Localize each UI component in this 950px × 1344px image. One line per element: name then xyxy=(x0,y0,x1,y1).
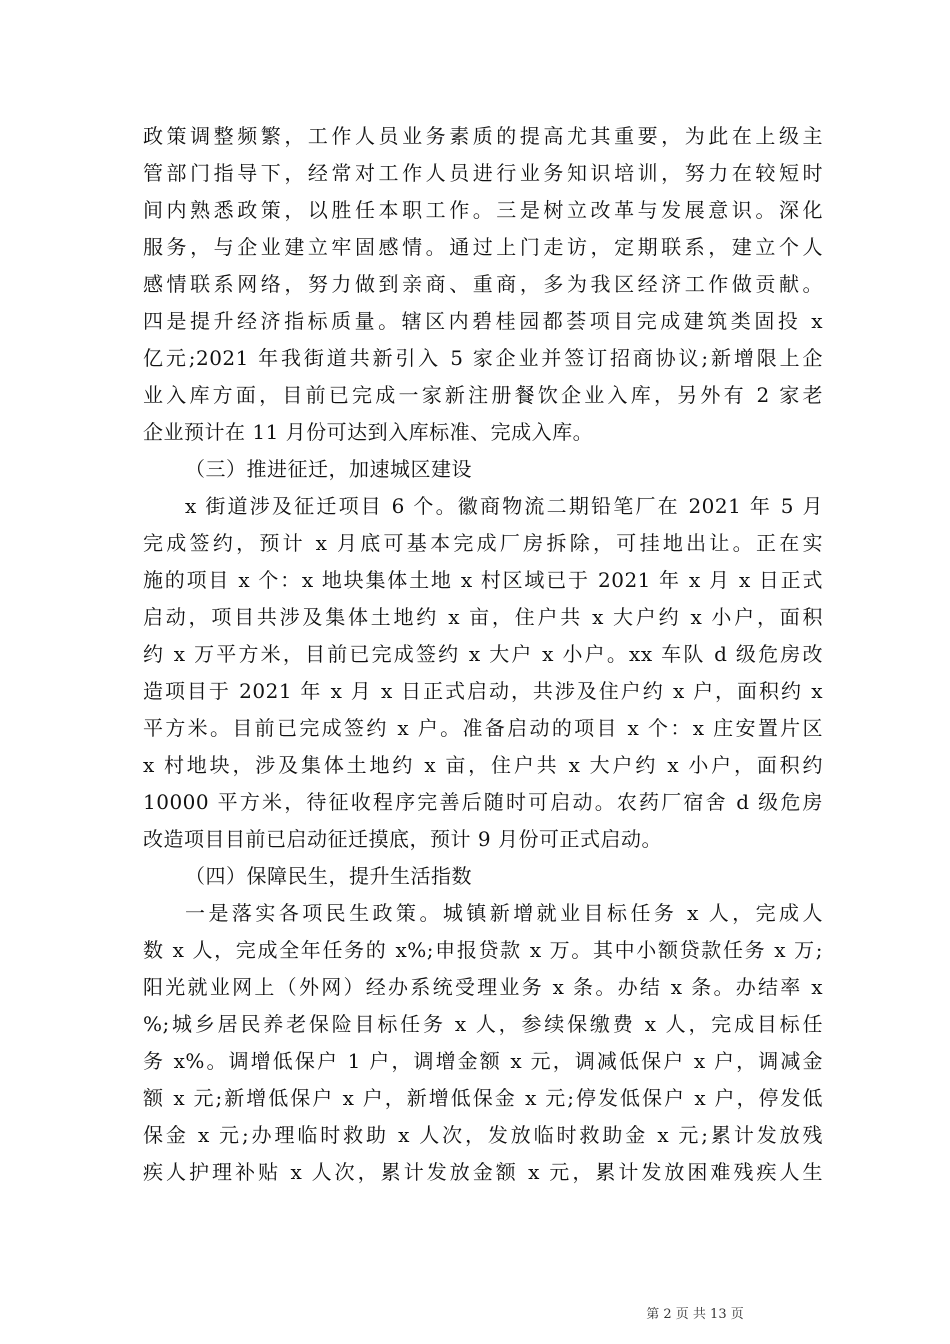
body-text-line: 完成签约，预计 x 月底可基本完成厂房拆除，可挂地出让。正在实 xyxy=(143,531,823,555)
body-text-line: %;城乡居民养老保险目标任务 x 人，参续保缴费 x 人，完成目标任 xyxy=(143,1012,823,1036)
body-text-line: 启动，项目共涉及集体土地约 x 亩，住户共 x 大户约 x 小户，面积 xyxy=(143,605,823,629)
body-text-line: 阳光就业网上（外网）经办系统受理业务 x 条。办结 x 条。办结率 x xyxy=(143,975,823,999)
body-text-line: 施的项目 x 个：x 地块集体土地 x 村区域已于 2021 年 x 月 x 日正式 xyxy=(143,568,823,592)
body-text-line: 改造项目目前已启动征迁摸底，预计 9 月份可正式启动。 xyxy=(143,827,662,851)
body-text-line: x 村地块，涉及集体土地约 x 亩，住户共 x 大户约 x 小户，面积约 xyxy=(143,753,823,777)
body-text-line: 10000 平方米，待征收程序完善后随时可启动。农药厂宿舍 d 级危房 xyxy=(143,790,823,814)
body-text-line: 企业预计在 11 月份可达到入库标准、完成入库。 xyxy=(143,420,594,444)
body-text-line: 约 x 万平方米，目前已完成签约 x 大户 x 小户。xx 车队 d 级危房改 xyxy=(143,642,823,666)
body-text-line: 业入库方面，目前已完成一家新注册餐饮企业入库，另外有 2 家老 xyxy=(143,383,823,407)
body-text-line: 数 x 人，完成全年任务的 x%;申报贷款 x 万。其中小额贷款任务 x 万; xyxy=(143,938,823,962)
body-text-line: 服务，与企业建立牢固感情。通过上门走访，定期联系，建立个人 xyxy=(143,235,823,259)
body-text-line: 四是提升经济指标质量。辖区内碧桂园都荟项目完成建筑类固投 x xyxy=(143,309,823,333)
section-heading-3: （三）推进征迁，加速城区建设 xyxy=(185,457,472,481)
body-text-line: 感情联系网络，努力做到亲商、重商，多为我区经济工作做贡献。 xyxy=(143,272,823,296)
body-text-line: 一是落实各项民生政策。城镇新增就业目标任务 x 人，完成人 xyxy=(185,901,823,925)
body-text-line: x 街道涉及征迁项目 6 个。徽商物流二期铅笔厂在 2021 年 5 月 xyxy=(185,494,823,518)
body-text-line: 亿元;2021 年我街道共新引入 5 家企业并签订招商协议;新增限上企 xyxy=(143,346,823,370)
page-number: 第 2 页 共 13 页 xyxy=(646,1307,744,1322)
body-text-line: 造项目于 2021 年 x 月 x 日正式启动，共涉及住户约 x 户，面积约 x xyxy=(143,679,823,703)
section-heading-4: （四）保障民生，提升生活指数 xyxy=(185,864,472,888)
page-footer xyxy=(0,1308,950,1322)
body-text-line: 保金 x 元;办理临时救助 x 人次，发放临时救助金 x 元;累计发放残 xyxy=(143,1123,823,1147)
body-text-line: 务 x%。调增低保户 1 户，调增金额 x 元，调减低保户 x 户，调减金 xyxy=(143,1049,823,1073)
body-text-line: 平方米。目前已完成签约 x 户。准备启动的项目 x 个：x 庄安置片区 xyxy=(143,716,823,740)
body-text-line: 管部门指导下，经常对工作人员进行业务知识培训，努力在较短时 xyxy=(143,161,823,185)
body-text-line: 间内熟悉政策，以胜任本职工作。三是树立改革与发展意识。深化 xyxy=(143,198,823,222)
body-text-line: 额 x 元;新增低保户 x 户，新增低保金 x 元;停发低保户 x 户，停发低 xyxy=(143,1086,823,1110)
body-text-line: 疾人护理补贴 x 人次，累计发放金额 x 元，累计发放困难残疾人生 xyxy=(143,1160,823,1184)
body-text-line: 政策调整频繁，工作人员业务素质的提高尤其重要，为此在上级主 xyxy=(143,124,823,148)
